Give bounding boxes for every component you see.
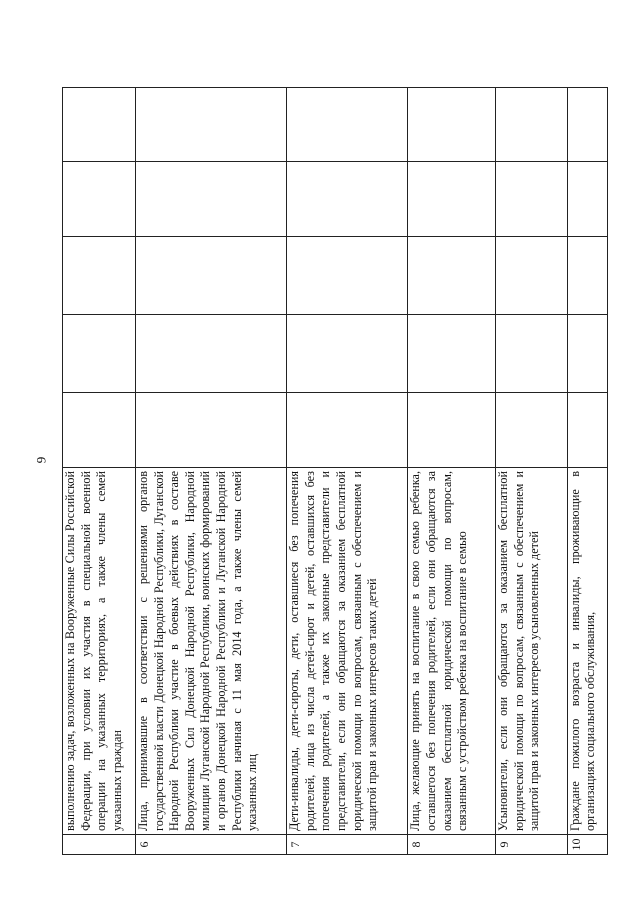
- empty-cell: [408, 237, 496, 315]
- empty-cell: [567, 88, 607, 162]
- table-row: [287, 88, 408, 855]
- row-number: 10: [567, 835, 607, 855]
- row-number: 6: [136, 835, 287, 855]
- empty-cell: [63, 393, 136, 468]
- row-text: Лица, принимавшие в соответствии с решениями органов государственной власти Донецкой Народной Республики, Луганской Народной Республики участие в боевых действиях в составе Вооруженных Сил Донецкой Народной Республики, Народной милиции Луганской Народной Республики, воинских формирований и органов Донецкой Народной Республики и Луганской Народной Республики начиная с 11 мая 2014 года, а также члены семей указанных лиц: [136, 468, 287, 835]
- empty-cell: [136, 315, 287, 393]
- empty-cell: [63, 315, 136, 393]
- empty-cell: [63, 162, 136, 237]
- empty-cell: [136, 237, 287, 315]
- empty-cell: [496, 315, 568, 393]
- row-text: Лица, желающие принять на воспитание в свою семью ребенка, оставшегося без попечения родителей, если они обращаются за оказанием бесплатной юридической помощи по вопросам, связанным с устройством ребенка на воспитание в семью: [408, 468, 496, 835]
- empty-cell: [496, 88, 568, 162]
- empty-cell: [136, 88, 287, 162]
- empty-cell: [567, 237, 607, 315]
- table-row: [496, 88, 568, 855]
- row-text: выполнению задач, возложенных на Вооруженные Силы Российской Федерации, при условии их участия в специальной военной операции на указанных территориях, а также члены семей указанных граждан: [63, 468, 136, 835]
- row-text: Дети-инвалиды, дети-сироты, дети, оставшиеся без попечения родителей, лица из числа детей-сирот и детей, оставшихся без попечения родителей, а также их законные представители и представители, если они обращаются за оказанием бесплатной юридической помощи по вопросам, связанным с обеспечением и защитой прав и законных интересов таких детей: [287, 468, 408, 835]
- empty-cell: [136, 162, 287, 237]
- beneficiary-table: [62, 87, 608, 855]
- empty-cell: [567, 315, 607, 393]
- empty-cell: [63, 237, 136, 315]
- empty-cell: [408, 393, 496, 468]
- empty-cell: [408, 88, 496, 162]
- table-row: [136, 88, 287, 855]
- table-row: [408, 88, 496, 855]
- row-number: [63, 835, 136, 855]
- empty-cell: [136, 393, 287, 468]
- empty-cell: [408, 162, 496, 237]
- table-row: [567, 88, 607, 855]
- empty-cell: [287, 315, 408, 393]
- empty-cell: [63, 88, 136, 162]
- empty-cell: [287, 237, 408, 315]
- row-number: 8: [408, 835, 496, 855]
- row-text: Граждане пожилого возраста и инвалиды, проживающие в организациях социального обслуживания,: [567, 468, 607, 835]
- empty-cell: [567, 162, 607, 237]
- empty-cell: [408, 315, 496, 393]
- row-text: Усыновители, если они обращаются за оказанием бесплатной юридической помощи по вопросам, связанным с обеспечением и защитой прав и законных интересов усыновленных детей: [496, 468, 568, 835]
- rotated-table-container: [62, 88, 608, 855]
- page-number: 9: [33, 456, 49, 464]
- empty-cell: [567, 393, 607, 468]
- empty-cell: [496, 393, 568, 468]
- table-row: [63, 88, 136, 855]
- row-number: 7: [287, 835, 408, 855]
- empty-cell: [287, 162, 408, 237]
- empty-cell: [287, 393, 408, 468]
- empty-cell: [496, 162, 568, 237]
- empty-cell: [496, 237, 568, 315]
- row-number: 9: [496, 835, 568, 855]
- empty-cell: [287, 88, 408, 162]
